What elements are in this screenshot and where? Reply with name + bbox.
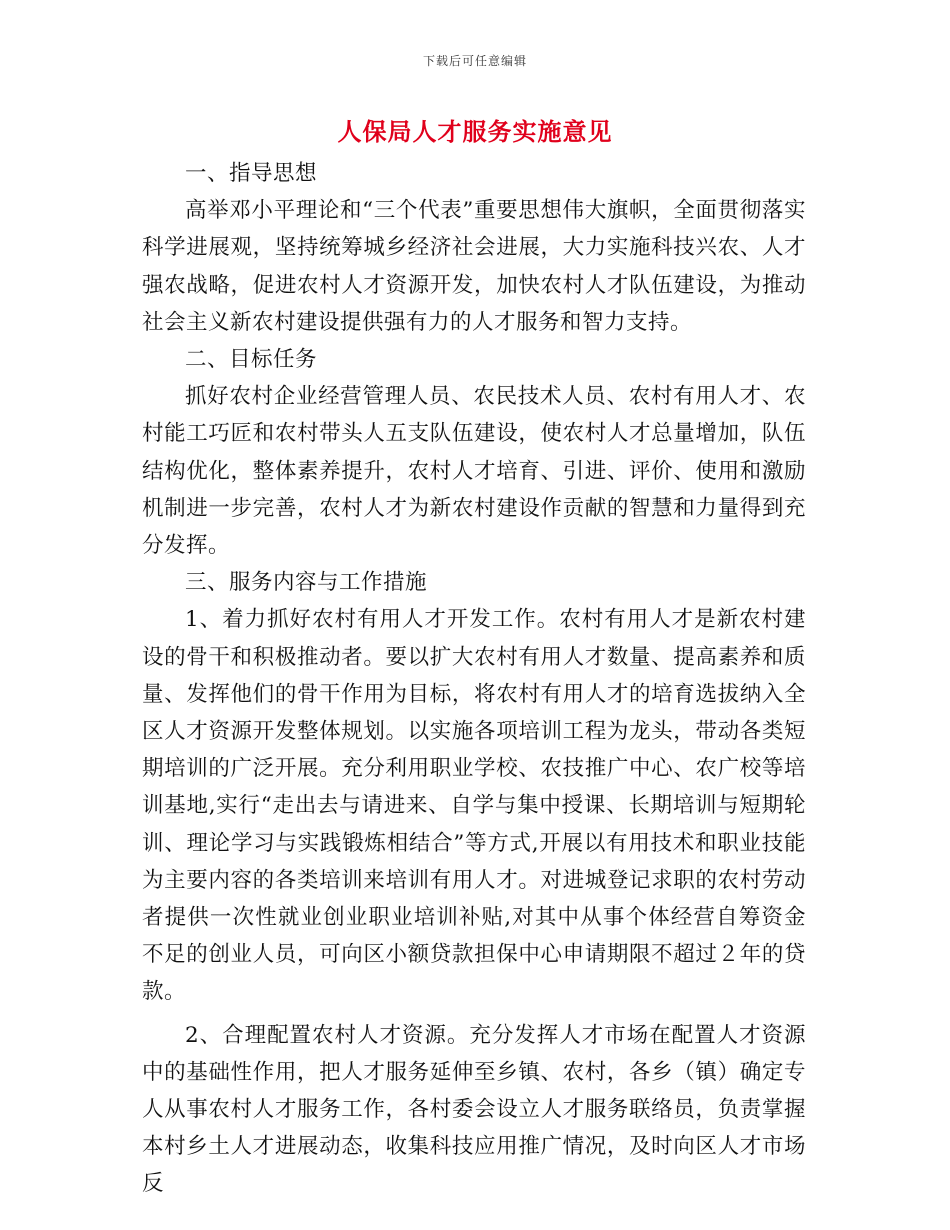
section-heading-guiding-ideology: 一、指导思想 <box>185 161 318 186</box>
section-heading-service-measures: 三、服务内容与工作措施 <box>185 570 428 596</box>
document-title: 人保局人才服务实施意见 <box>337 117 613 146</box>
paragraph-measure-2: 2、合理配置农村人才资源。充分发挥人才市场在配置人才资源中的基础性作用，把人才服务延伸至乡镇、农村，各乡（镇）确定专人从事农村人才服务工作，各村委会设立人才服务联络员，负责掌握本村乡土人才进展动态，收集科技应用推广情况，及时向区人才市场反 <box>142 1022 806 1197</box>
document-body <box>142 155 806 1203</box>
section-heading-goals-tasks: 二、目标任务 <box>185 347 318 373</box>
paragraph-guiding-ideology: 高举邓小平理论和“三个代表”重要思想伟大旗帜，全面贯彻落实科学进展观，坚持统筹城乡经济社会进展，大力实施科技兴农、人才强农战略，促进农村人才资源开发，加快农村人才队伍建设，为推动社会主义新农村建设提供强有力的人才服务和智力支持。 <box>142 198 806 335</box>
paragraph-measure-1: 1、着力抓好农村有用人才开发工作。农村有用人才是新农村建设的骨干和积极推动者。要以扩大农村有用人才数量、提高素养和质量、发挥他们的骨干作用为目标，将农村有用人才的培育选拔纳入全区人才资源开发整体规划。以实施各项培训工程为龙头，带动各类短期培训的广泛开展。充分利用职业学校、农技推广中心、农广校等培训基地,实行“走出去与请进来、自学与集中授课、长期培训与短期轮训、理论学习与实践锻炼相结合”等方式,开展以有用技术和职业技能为主要内容的各类培训来培训有用人才。对进城登记求职的农村劳动者提供一次性就业创业职业培训补贴,对其中从事个体经营自筹资金不足的创业人员，可向区小额贷款担保中心申请期限不超过２年的贷款。 <box>142 607 806 1005</box>
paragraph-goals-tasks: 抓好农村企业经营管理人员、农民技术人员、农村有用人才、农村能工巧匠和农村带头人五支队伍建设，使农村人才总量增加，队伍结构优化，整体素养提升，农村人才培育、引进、评价、使用和激励机制进一步完善，农村人才为新农村建设作贡献的智慧和力量得到充分发挥。 <box>142 384 806 559</box>
header-note: 下载后可任意编辑 <box>422 54 527 68</box>
